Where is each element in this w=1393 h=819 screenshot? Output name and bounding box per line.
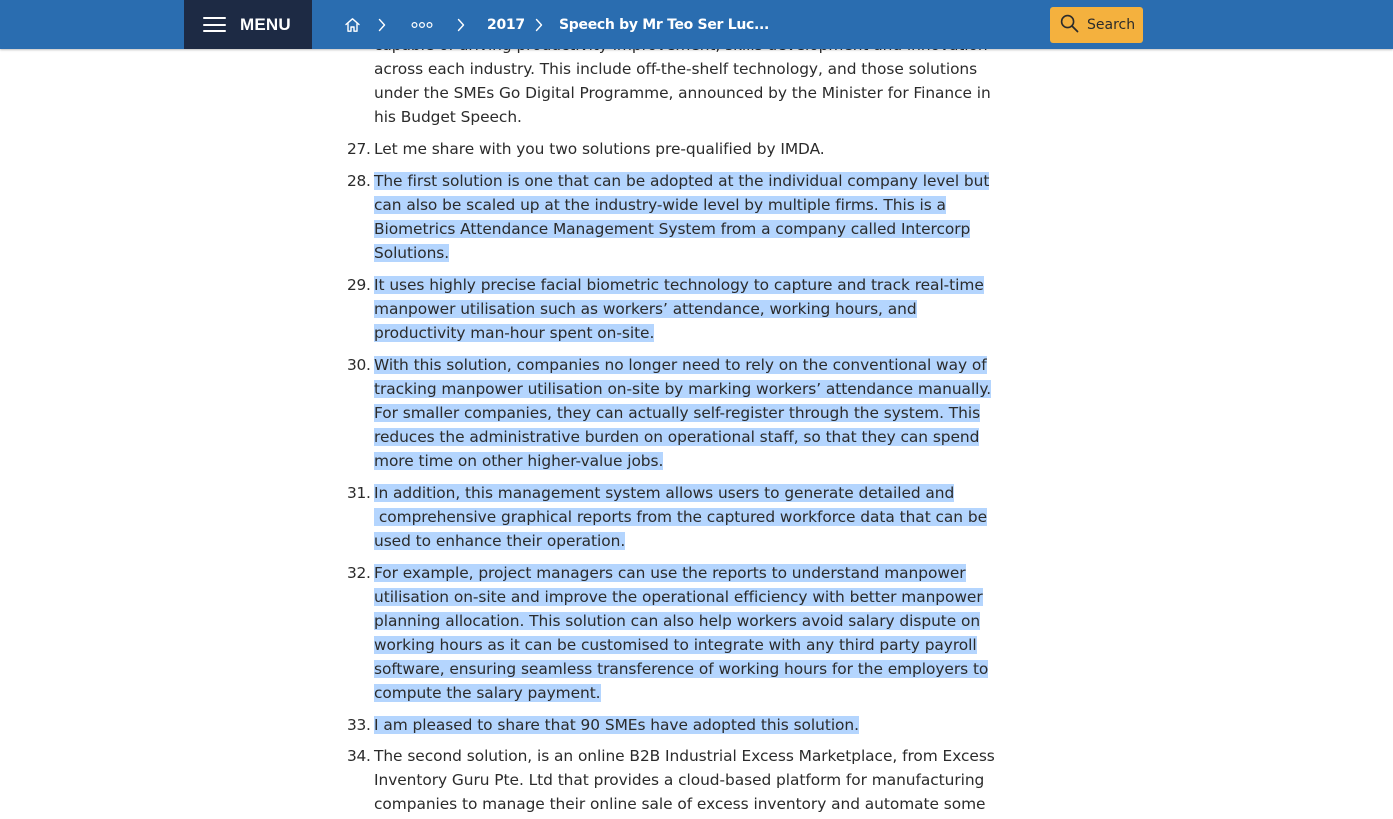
text-line: Inventory Guru Pte. Ltd that provides a cloud-based platform for manufacturing	[374, 771, 985, 789]
text-line: companies to manage their online sale of excess inventory and automate some	[374, 795, 986, 813]
search-button[interactable]	[1050, 7, 1143, 43]
selected-text: For example, project managers can use the reports to understand manpower	[374, 564, 966, 582]
text-line: under the SMEs Go Digital Programme, announced by the Minister for Finance in	[374, 84, 991, 102]
paragraph-30	[374, 353, 1014, 473]
chevron-right-icon	[457, 0, 465, 49]
selected-text: In addition, this management system allows users to generate detailed and	[374, 484, 955, 502]
selected-text: more time on other higher-value jobs.	[374, 452, 664, 470]
selected-text: productivity man-hour spent on-site.	[374, 324, 655, 342]
breadcrumb-current	[559, 0, 769, 49]
paragraph-31	[374, 481, 1014, 553]
item-number: 34.	[347, 747, 371, 765]
hamburger-icon	[203, 17, 226, 32]
paragraph-34	[374, 744, 1014, 816]
paragraph-33	[374, 713, 1014, 737]
selected-text: I am pleased to share that 90 SMEs have adopted this solution.	[374, 716, 859, 734]
selected-text: With this solution, companies no longer need to rely on the conventional way of	[374, 356, 987, 374]
paragraph-29	[374, 273, 1014, 345]
breadcrumb-year[interactable]	[487, 0, 525, 49]
text-line: The second solution, is an online B2B Industrial Excess Marketplace, from Excess	[374, 747, 995, 765]
selected-text: Solutions.	[374, 244, 450, 262]
home-icon[interactable]	[344, 0, 361, 49]
paragraph-32	[374, 561, 1014, 705]
item-number: 30.	[347, 356, 371, 374]
top-nav-bar	[0, 0, 1393, 49]
selected-text: comprehensive graphical reports from the captured workforce data that can be	[374, 508, 987, 526]
breadcrumb-more-icon[interactable]	[411, 0, 433, 49]
item-number: 31.	[347, 484, 371, 502]
selected-text: reduces the administrative burden on operational staff, so that they can spend	[374, 428, 980, 446]
selected-text: working hours as it can be customised to integrate with any third party payroll	[374, 636, 977, 654]
paragraph-27	[374, 137, 1014, 161]
selected-text: manpower utilisation such as workers’ attendance, working hours, and	[374, 300, 917, 318]
menu-label: MENU	[240, 14, 291, 34]
item-number: 32.	[347, 564, 371, 582]
selected-text: used to enhance their operation.	[374, 532, 626, 550]
item-number: 27.	[347, 140, 371, 158]
selected-text: tracking manpower utilisation on-site by marking workers’ attendance manually.	[374, 380, 992, 398]
selected-text: compute the salary payment.	[374, 684, 601, 702]
selected-text: Biometrics Attendance Management System from a company called Intercorp	[374, 220, 971, 238]
item-number: 33.	[347, 716, 371, 734]
text-line: his Budget Speech.	[374, 108, 522, 126]
breadcrumb-current-label: Speech by Mr Teo Ser Luc...	[559, 16, 770, 33]
selected-text: For smaller companies, they can actually self-register through the system. This	[374, 404, 981, 422]
text-line: across each industry. This include off-the-shelf technology, and those solutions	[374, 60, 978, 78]
search-icon	[1060, 14, 1079, 37]
chevron-right-icon	[535, 0, 543, 49]
selected-text: The first solution is one that can be adopted at the individual company level but	[374, 172, 990, 190]
menu-button[interactable]	[184, 0, 312, 49]
selected-text: software, ensuring seamless transference of working hours for the employers to	[374, 660, 989, 678]
item-number: 28.	[347, 172, 371, 190]
selected-text: planning allocation. This solution can also help workers avoid salary dispute on	[374, 612, 981, 630]
selected-text: It uses highly precise facial biometric technology to capture and track real-time	[374, 276, 984, 294]
selected-text: can also be scaled up at the industry-wide level by multiple firms. This is a	[374, 196, 946, 214]
breadcrumb-year-label: 2017	[487, 16, 525, 33]
text-line: Let me share with you two solutions pre-qualified by IMDA.	[374, 140, 825, 158]
selected-text: utilisation on-site and improve the operational efficiency with better manpower	[374, 588, 983, 606]
chevron-right-icon	[378, 0, 386, 49]
item-number: 29.	[347, 276, 371, 294]
search-label: Search	[1087, 17, 1136, 33]
paragraph-28	[374, 169, 1014, 265]
